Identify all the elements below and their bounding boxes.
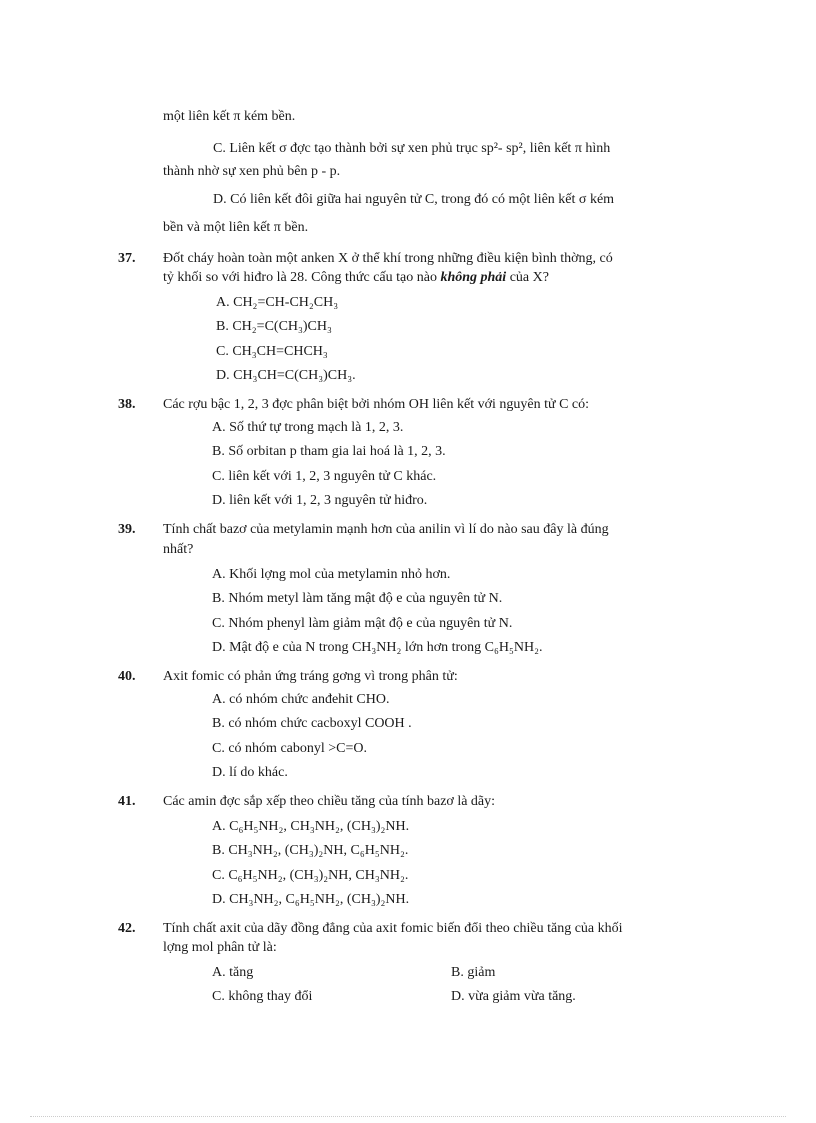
- stem-text: tỷ khối so với hiđro là 28. Công thức cấu tạo nào: [163, 270, 441, 285]
- intro-line: một liên kết π kém bền.: [163, 109, 296, 124]
- answer-option-b: B. Nhóm metyl làm tăng mật độ e của nguyên tử N.: [212, 591, 503, 606]
- question-stem: nhất?: [163, 542, 194, 557]
- answer-option-c: C. C₆H₅NH₂, (CH₃)₂NH, CH₃NH₂.: [212, 868, 409, 883]
- question-number: 38.: [118, 397, 136, 412]
- answer-option-c: C. không thay đổi: [212, 989, 313, 1004]
- answer-option-c: C. liên kết với 1, 2, 3 nguyên tử C khác.: [212, 469, 437, 484]
- answer-option-d: D. vừa giảm vừa tăng.: [451, 989, 576, 1004]
- question-number: 42.: [118, 921, 136, 936]
- question-number: 41.: [118, 794, 136, 809]
- emphasis-text: không phải: [440, 270, 507, 285]
- question-stem: lợng mol phân tử là:: [163, 940, 277, 955]
- answer-option-b: B. có nhóm chức cacboxyl COOH .: [212, 716, 412, 731]
- answer-option-d: D. lí do khác.: [212, 765, 288, 780]
- answer-option-a: A. C₆H₅NH₂, CH₃NH₂, (CH₃)₂NH.: [212, 819, 410, 834]
- answer-option-b: B. CH₂=C(CH₃)CH₃: [216, 319, 332, 334]
- question-number: 40.: [118, 669, 136, 684]
- question-stem: Đốt cháy hoàn toàn một anken X ở thể khí trong những điều kiện bình thờng, có: [163, 251, 613, 266]
- question-stem: Axit fomic có phản ứng tráng gơng vì trong phân tử:: [163, 669, 458, 684]
- intro-option-c-line1: C. Liên kết σ đợc tạo thành bởi sự xen phủ trục sp²- sp², liên kết π hình: [213, 141, 611, 156]
- stem-text: của X?: [506, 270, 549, 285]
- answer-option-d: D. CH₃NH₂, C₆H₅NH₂, (CH₃)₂NH.: [212, 892, 410, 907]
- question-stem: [163, 269, 549, 287]
- answer-option-b: B. Số orbitan p tham gia lai hoá là 1, 2, 3.: [212, 444, 446, 459]
- answer-option-d: D. Mật độ e của N trong CH₃NH₂ lớn hơn trong C₆H₅NH₂.: [212, 640, 543, 655]
- intro-option-c-line2: thành nhờ sự xen phủ bên p - p.: [163, 164, 341, 179]
- answer-option-b: B. CH₃NH₂, (CH₃)₂NH, C₆H₅NH₂.: [212, 843, 409, 858]
- answer-option-c: C. CH₃CH=CHCH₃: [216, 344, 328, 359]
- question-stem: Tính chất bazơ của metylamin mạnh hơn của anilin vì lí do nào sau đây là đúng: [163, 522, 609, 537]
- answer-option-c: C. Nhóm phenyl làm giảm mật độ e của nguyên tử N.: [212, 616, 513, 631]
- answer-option-d: D. CH₃CH=C(CH₃)CH₃.: [216, 368, 356, 383]
- answer-option-a: A. tăng: [212, 965, 254, 980]
- question-stem: Tính chất axit của dãy đồng đẳng của axit fomic biến đổi theo chiều tăng của khối: [163, 921, 623, 936]
- question-stem: Các rợu bậc 1, 2, 3 đợc phân biệt bởi nhóm OH liên kết với nguyên tử C có:: [163, 397, 590, 412]
- answer-option-a: A. CH₂=CH-CH₂CH₃: [216, 295, 339, 310]
- question-number: 37.: [118, 251, 136, 266]
- intro-option-d-line2: bền và một liên kết π bền.: [163, 220, 309, 235]
- answer-option-a: A. có nhóm chức anđehit CHO.: [212, 692, 390, 707]
- answer-option-b: B. giảm: [451, 965, 496, 980]
- question-number: 39.: [118, 522, 136, 537]
- intro-option-d-line1: D. Có liên kết đôi giữa hai nguyên tử C, trong đó có một liên kết σ kém: [213, 192, 615, 207]
- footer-divider: [30, 1116, 786, 1117]
- answer-option-c: C. có nhóm cabonyl >C=O.: [212, 741, 367, 756]
- answer-option-d: D. liên kết với 1, 2, 3 nguyên tử hiđro.: [212, 493, 428, 508]
- answer-option-a: A. Số thứ tự trong mạch là 1, 2, 3.: [212, 420, 404, 435]
- question-stem: Các amin đợc sắp xếp theo chiều tăng của tính bazơ là dãy:: [163, 794, 496, 809]
- answer-option-a: A. Khối lợng mol của metylamin nhỏ hơn.: [212, 567, 451, 582]
